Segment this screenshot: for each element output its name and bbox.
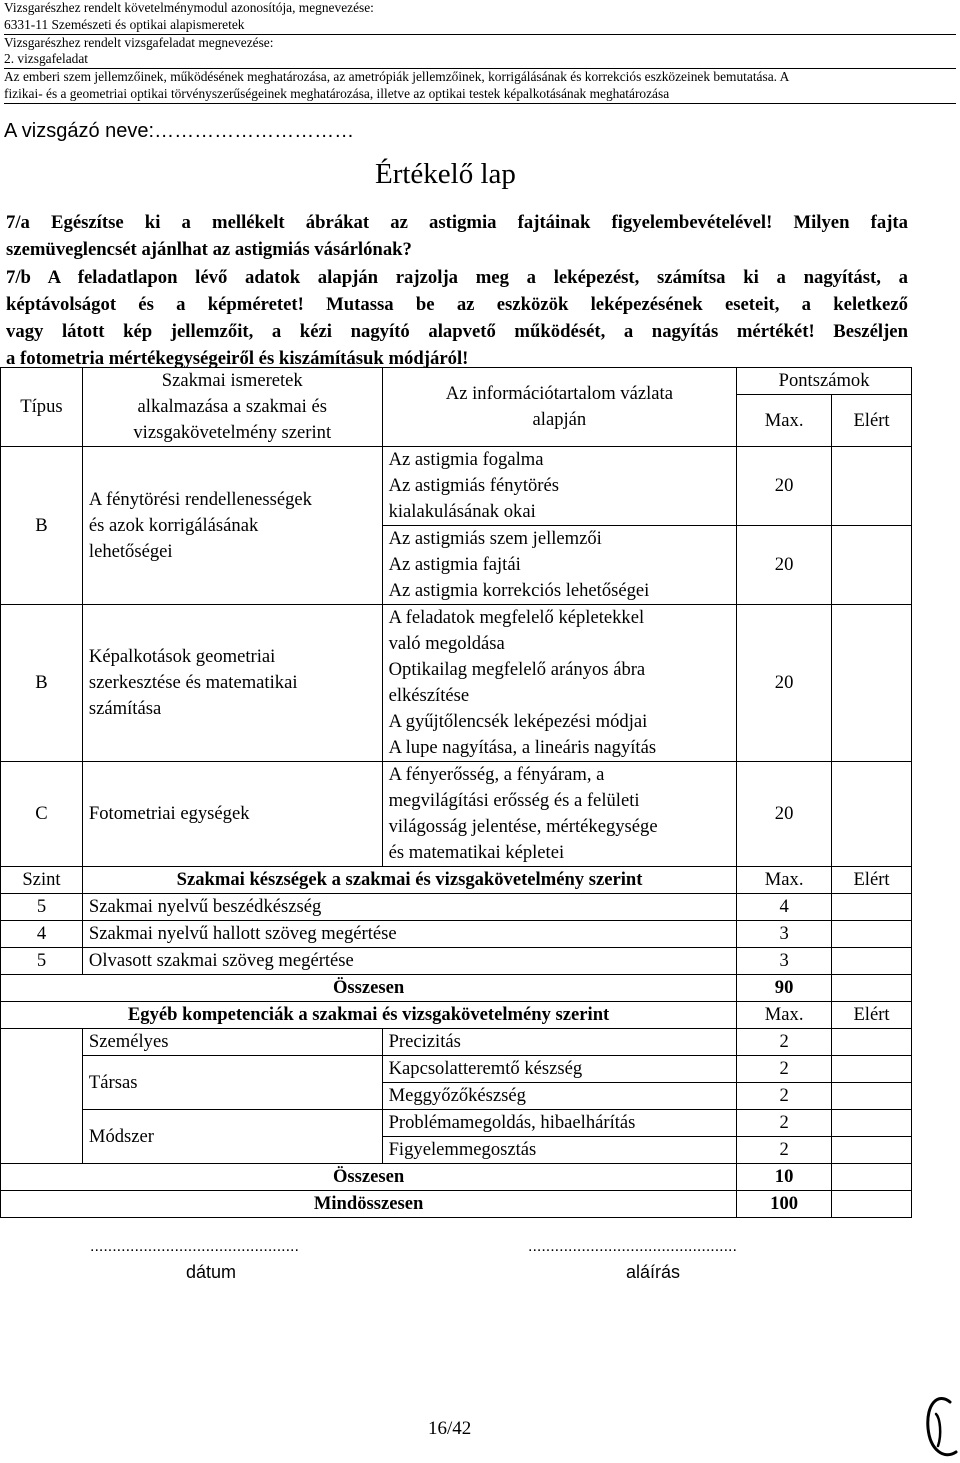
task-description-line-2: fizikai- és a geometriai optikai törvényszerűségeinek meghatározása, illetve az optikai testek képalkotásának meghatározása (4, 85, 670, 101)
evaluation-table (0, 367, 912, 1218)
comp-item: Figyelemmegosztás (382, 1137, 737, 1164)
table-row (1, 1029, 912, 1056)
comp-max: 2 (737, 1110, 832, 1137)
achieved-cell[interactable] (832, 921, 912, 948)
comp-item: Problémamegoldás, hibaelhárítás (382, 1110, 737, 1137)
skills-head-level: Szint (1, 867, 83, 894)
info-line: Az astigmia fajtái (388, 554, 521, 575)
info-line: Az astigmiás szem jellemzői (388, 528, 602, 549)
topic-line: Képalkotások geometriai (88, 646, 276, 667)
info-line: világosság jelentése, mértékegysége (388, 816, 658, 837)
handwritten-initial-icon (920, 1390, 960, 1463)
task-row: vagy látott kép jellemzőit, a kézi nagyító alapvető működését, a nagyítás mértékét! Beszéljen (6, 321, 908, 343)
info-line: való megoldása (388, 633, 505, 654)
skill-max: 3 (737, 921, 832, 948)
task-description (4, 69, 956, 104)
comp-max: 2 (737, 1056, 832, 1083)
skills-head-title: Szakmai készségek a szakmai és vizsgakövetelmény szerint (82, 867, 736, 894)
task-name-label: Vizsgarészhez rendelt vizsgafeladat megnevezése: (4, 34, 274, 50)
skills-head-max: Max. (737, 867, 832, 894)
comp-head-title: Egyéb kompetenciák a szakmai és vizsgakövetelmény szerint (1, 1002, 737, 1029)
comp-item: Precizitás (382, 1029, 737, 1056)
achieved-cell[interactable] (832, 526, 912, 605)
signature-dots: ............................................... (528, 1238, 737, 1255)
info-line: megvilágítási erősség és a felületi (388, 790, 640, 811)
comp-item: Meggyőzőkészség (382, 1083, 737, 1110)
comp-max: 2 (737, 1029, 832, 1056)
table-row (1, 1056, 912, 1083)
comp-max: 2 (737, 1137, 832, 1164)
comp-item: Kapcsolatteremtő készség (382, 1056, 737, 1083)
info-line: A fényerősség, a fényáram, a (388, 764, 605, 785)
subtotal-value: 90 (737, 975, 832, 1002)
task-instructions (6, 209, 908, 373)
info-line: Optikailag megfelelő arányos ábra (388, 659, 646, 680)
achieved-cell[interactable] (832, 1029, 912, 1056)
subtotal-row (1, 1164, 912, 1191)
achieved-cell[interactable] (832, 1083, 912, 1110)
topic-cell (82, 447, 382, 605)
info-cell (382, 526, 737, 605)
table-header-row (1, 368, 912, 395)
topic-line: számítása (88, 698, 162, 719)
achieved-cell[interactable] (832, 1191, 912, 1218)
comp-category: Módszer (82, 1110, 382, 1164)
head-info-line: Az információtartalom vázlata (445, 383, 673, 404)
sheet-title: Értékelő lap (375, 158, 516, 190)
subtotal-label: Összesen (1, 1164, 737, 1191)
head-info-line: alapján (532, 409, 587, 430)
type-cell: B (1, 447, 83, 605)
head-achieved: Elért (832, 395, 912, 447)
info-line: A lupe nagyítása, a lineáris nagyítás (388, 737, 657, 758)
head-knowledge (82, 368, 382, 447)
achieved-cell[interactable] (832, 1137, 912, 1164)
achieved-cell[interactable] (832, 762, 912, 867)
skill-name: Szakmai nyelvű hallott szöveg megértése (82, 921, 736, 948)
head-type: Típus (1, 368, 83, 447)
total-value: 100 (737, 1191, 832, 1218)
comp-blank-cell (1, 1029, 83, 1164)
subtotal-row (1, 975, 912, 1002)
info-cell (382, 605, 737, 762)
date-label: dátum (186, 1262, 237, 1282)
page-header (4, 0, 956, 104)
signature-label: aláírás (626, 1262, 681, 1282)
head-knowledge-line: alkalmazása a szakmai és (137, 396, 327, 417)
skill-max: 3 (737, 948, 832, 975)
skill-name: Szakmai nyelvű beszédkészség (82, 894, 736, 921)
task-row: képtávolságot és a képméretet! Mutassa be az eszközök leképezésének eseteit, a keletkező (6, 293, 908, 315)
comp-category: Társas (82, 1056, 382, 1110)
achieved-cell[interactable] (832, 605, 912, 762)
table-row (1, 605, 912, 762)
info-line: Az astigmiás fénytörés (388, 475, 559, 496)
subtotal-value: 10 (737, 1164, 832, 1191)
topic-line: lehetőségei (88, 540, 173, 562)
skill-max: 4 (737, 894, 832, 921)
topic-cell: Fotometriai egységek (82, 762, 382, 867)
task-row: 7/b A feladatlapon lévő adatok alapján rajzolja meg a leképezést, számítsa ki a nagyítást, a (6, 266, 908, 288)
table-row (1, 762, 912, 867)
table-row (1, 921, 912, 948)
info-line: elkészítése (388, 685, 470, 706)
total-row (1, 1191, 912, 1218)
comp-head-achieved: Elért (832, 1002, 912, 1029)
skill-level: 5 (1, 894, 83, 921)
table-row (1, 948, 912, 975)
head-knowledge-line: vizsgakövetelmény szerint (133, 422, 332, 443)
task-description-line-1: Az emberi szem jellemzőinek, működésének meghatározása, az ametrópiák jellemzőinek, korrigálásának és korrekciós eszközeinek bemutatása. A (4, 69, 790, 85)
info-line: A gyűjtőlencsék leképezési módjai (388, 711, 648, 732)
info-line: Az astigmia fogalma (388, 449, 544, 470)
achieved-cell[interactable] (832, 1110, 912, 1137)
topic-line: szerkesztése és matematikai (88, 672, 298, 693)
topic-line: és azok korrigálásának (88, 514, 259, 536)
page-number: 16/42 (428, 1418, 472, 1439)
module-id-label: Vizsgarészhez rendelt követelménymodul azonosítója, megnevezése: (4, 0, 374, 15)
comp-category: Személyes (82, 1029, 382, 1056)
info-line: A feladatok megfelelő képletekkel (388, 607, 645, 628)
comp-head-max: Max. (737, 1002, 832, 1029)
skills-header-row (1, 867, 912, 894)
competences-header-row (1, 1002, 912, 1029)
max-cell: 20 (737, 605, 832, 762)
info-line: kialakulásának okai (388, 501, 536, 522)
comp-max: 2 (737, 1083, 832, 1110)
total-label: Mindösszesen (1, 1191, 737, 1218)
task-row: 7/a Egészítse ki a mellékelt ábrákat az astigmia fajtáinak figyelembevételével! Milyen fajta (6, 212, 908, 233)
examinee-name-field: A vizsgázó neve:………………………… (4, 120, 355, 142)
head-max: Max. (737, 395, 832, 447)
task-name-value: 2. vizsgafeladat (4, 51, 956, 69)
head-points: Pontszámok (737, 368, 912, 395)
table-row (1, 894, 912, 921)
skill-level: 4 (1, 921, 83, 948)
skills-head-achieved: Elért (832, 867, 912, 894)
module-id-value: 6331-11 Szemészeti és optikai alapismeretek (4, 17, 956, 35)
table-row (1, 1110, 912, 1137)
achieved-cell[interactable] (832, 1056, 912, 1083)
achieved-cell[interactable] (832, 948, 912, 975)
achieved-cell[interactable] (832, 1164, 912, 1191)
max-cell: 20 (737, 526, 832, 605)
table-row (1, 447, 912, 526)
info-cell (382, 447, 737, 526)
head-knowledge-line: Szakmai ismeretek (161, 370, 303, 391)
type-cell: C (1, 762, 83, 867)
head-info (382, 368, 737, 447)
skill-level: 5 (1, 948, 83, 975)
max-cell: 20 (737, 447, 832, 526)
type-cell: B (1, 605, 83, 762)
task-row: szemüveglencsét ajánlhat az astigmiás vásárlónak? (6, 239, 412, 261)
topic-cell (82, 605, 382, 762)
achieved-cell[interactable] (832, 894, 912, 921)
subtotal-label: Összesen (1, 975, 737, 1002)
skill-name: Olvasott szakmai szöveg megértése (82, 948, 736, 975)
info-line: Az astigmia korrekciós lehetőségei (388, 580, 650, 601)
info-line: és matematikai képletei (388, 842, 565, 863)
date-dots: ............................................... (90, 1238, 299, 1255)
info-cell (382, 762, 737, 867)
achieved-cell[interactable] (832, 447, 912, 526)
task-row: a fotometria mértékegységeiről és kiszámításuk módjáról! (6, 348, 469, 370)
max-cell: 20 (737, 762, 832, 867)
topic-line: A fénytörési rendellenességek (88, 488, 312, 510)
achieved-cell[interactable] (832, 975, 912, 1002)
